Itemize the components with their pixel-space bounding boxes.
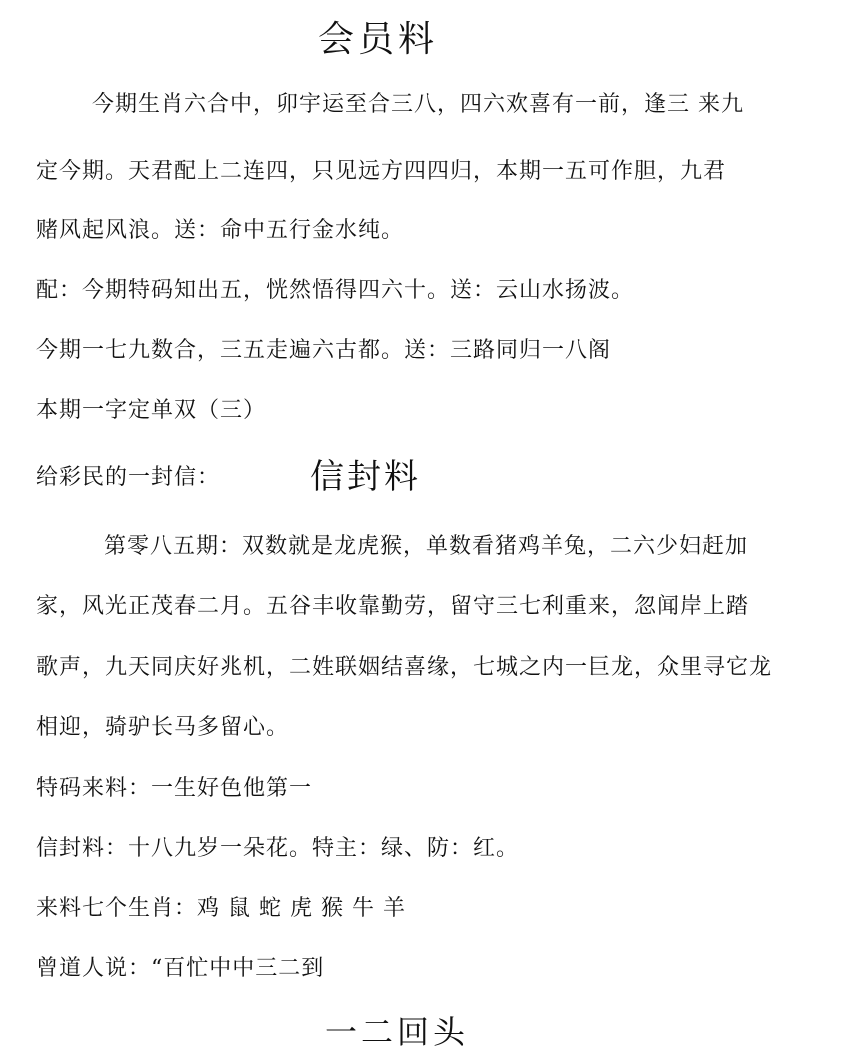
member-line-6: 本期一字定单双（三） bbox=[36, 398, 267, 423]
member-line-2: 定今期。天君配上二连四，只见远方四四归，本期一五可作胆，九君 bbox=[36, 159, 727, 184]
letter-line-2: 家，风光正茂春二月。五谷丰收靠勤劳，留守三七利重来，忽闻岸上踏 bbox=[36, 594, 750, 619]
letter-line-1: 第零八五期：双数就是龙虎猴，单数看猪鸡羊兔，二六少妇赶加 bbox=[104, 534, 749, 559]
letter-header bbox=[36, 457, 422, 497]
member-line-3: 赌风起风浪。送：命中五行金水纯。 bbox=[36, 218, 405, 243]
member-title: 会员料 bbox=[318, 19, 439, 60]
letter-line-6: 信封料：十八九岁一朵花。特主：绿、防：红。 bbox=[36, 836, 520, 861]
member-line-5: 今期一七九数合，三五走遍六古都。送：三路同归一八阁 bbox=[36, 338, 612, 363]
letter-line-7: 来料七个生肖：鸡 鼠 蛇 虎 猴 牛 羊 bbox=[36, 896, 406, 921]
letter-line-5: 特码来料：一生好色他第一 bbox=[36, 776, 313, 801]
letter-line-4: 相迎，骑驴长马多留心。 bbox=[36, 715, 290, 740]
letter-title: 信封料 bbox=[310, 457, 422, 497]
letter-intro: 给彩民的一封信： bbox=[36, 465, 221, 490]
letter-line-8: 曾道人说：“百忙中中三二到 bbox=[36, 956, 325, 981]
letter-line-3: 歌声，九天同庆好兆机，二姓联姻结喜缘，七城之内一巨龙，众里寻它龙 bbox=[36, 655, 773, 680]
member-line-4: 配：今期特码知出五，恍然悟得四六十。送：云山水扬波。 bbox=[36, 278, 635, 303]
letter-closing: 一二回头 bbox=[325, 1013, 470, 1051]
member-line-1: 今期生肖六合中，卯宇运至合三八，四六欢喜有一前，逢三 来九 bbox=[92, 92, 744, 117]
